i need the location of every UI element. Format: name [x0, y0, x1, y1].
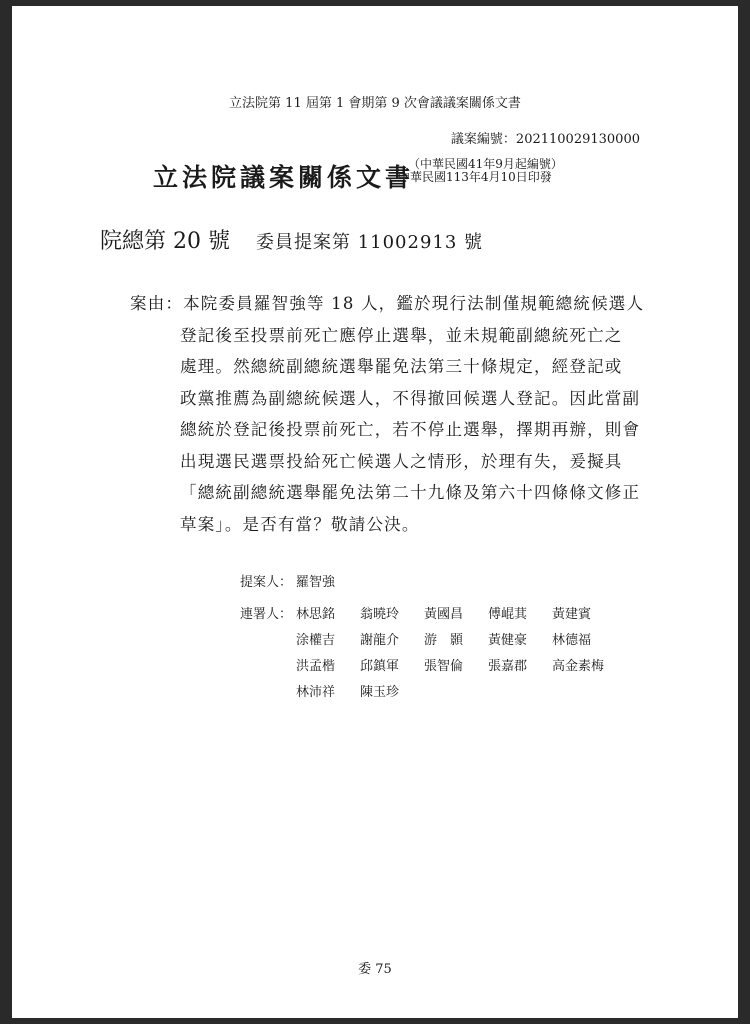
document-number-line: [100, 224, 483, 255]
signatories: [240, 570, 616, 706]
title-notes: [398, 158, 563, 184]
proposer-row: [240, 570, 616, 596]
cosigner-row: [240, 680, 616, 706]
proposer-name: 羅智強: [296, 575, 336, 590]
reason-line: 處理。然總統副總統選舉罷免法第三十條規定，經登記或: [180, 357, 623, 376]
reason-line: 登記後至投票前死亡應停止選舉，並未規範副總統死亡之: [180, 325, 623, 345]
reason-line: 政黨推薦為副總統候選人，不得撤回候選人登記。因此當副: [180, 388, 641, 408]
reason-line: 草案」。是否有當？敬請公決。: [180, 514, 420, 534]
cosigner-row: [240, 602, 616, 628]
bill-number: 議案編號：202110029130000: [450, 132, 640, 147]
reason-paragraph: [130, 288, 650, 540]
proposal-number: 委員提案第 11002913 號: [255, 232, 484, 253]
numbering-note: （中華民國41年9月起編號）: [408, 157, 563, 171]
cosigner-name: 謝龍介: [360, 633, 400, 648]
cosigner-name: 高金素梅: [552, 659, 605, 674]
cosigner-name: 游 顥: [424, 633, 464, 648]
cosigner-name: 林沛祥: [296, 685, 336, 700]
cosigner-name: 黃健豪: [488, 633, 528, 648]
cosigner-row: [240, 628, 616, 654]
document-page: [12, 6, 738, 1018]
cosigner-row: [240, 654, 616, 680]
cosigner-name: 林思銘: [296, 607, 336, 622]
cosigner-name: 張智倫: [424, 659, 464, 674]
general-number: 院總第 20 號: [100, 229, 230, 254]
proposer-label: 提案人：: [240, 575, 293, 590]
reason-line: 出現選民選票投給死亡候選人之情形，於理有失，爰擬具: [180, 451, 623, 471]
cosigner-label: 連署人：: [240, 607, 293, 622]
cosigner-name: 林德福: [552, 633, 592, 648]
reason-line: 「總統副總統選舉罷免法第二十九條及第六十四條條文修正: [180, 483, 641, 502]
cosigner-name: 洪孟楷: [296, 659, 336, 674]
cosigner-name: 涂權吉: [296, 633, 336, 648]
cosigner-name: 傅崐萁: [488, 607, 528, 622]
cosigner-name: 陳玉珍: [360, 685, 400, 700]
cosigner-name: 張嘉郡: [488, 659, 528, 674]
cosigner-name: 黃建賓: [552, 607, 592, 622]
document-title: 立法院議案關係文書: [153, 163, 415, 192]
reason-line: 總統於登記後投票前死亡，若不停止選舉，擇期再辦，則會: [180, 420, 641, 439]
cosigner-name: 翁曉玲: [360, 607, 400, 622]
cosigner-name: 黃國昌: [424, 607, 464, 622]
print-date: 中華民國113年4月10日印發: [398, 170, 552, 184]
running-header: 立法院第 11 屆第 1 會期第 9 次會議議案關係文書: [229, 96, 521, 111]
cosigner-name: 邱鎮軍: [360, 659, 400, 674]
page-footer: 委 75: [358, 962, 392, 977]
reason-line: 案由：本院委員羅智強等 18 人，鑑於現行法制僅規範總統候選人: [130, 294, 645, 313]
